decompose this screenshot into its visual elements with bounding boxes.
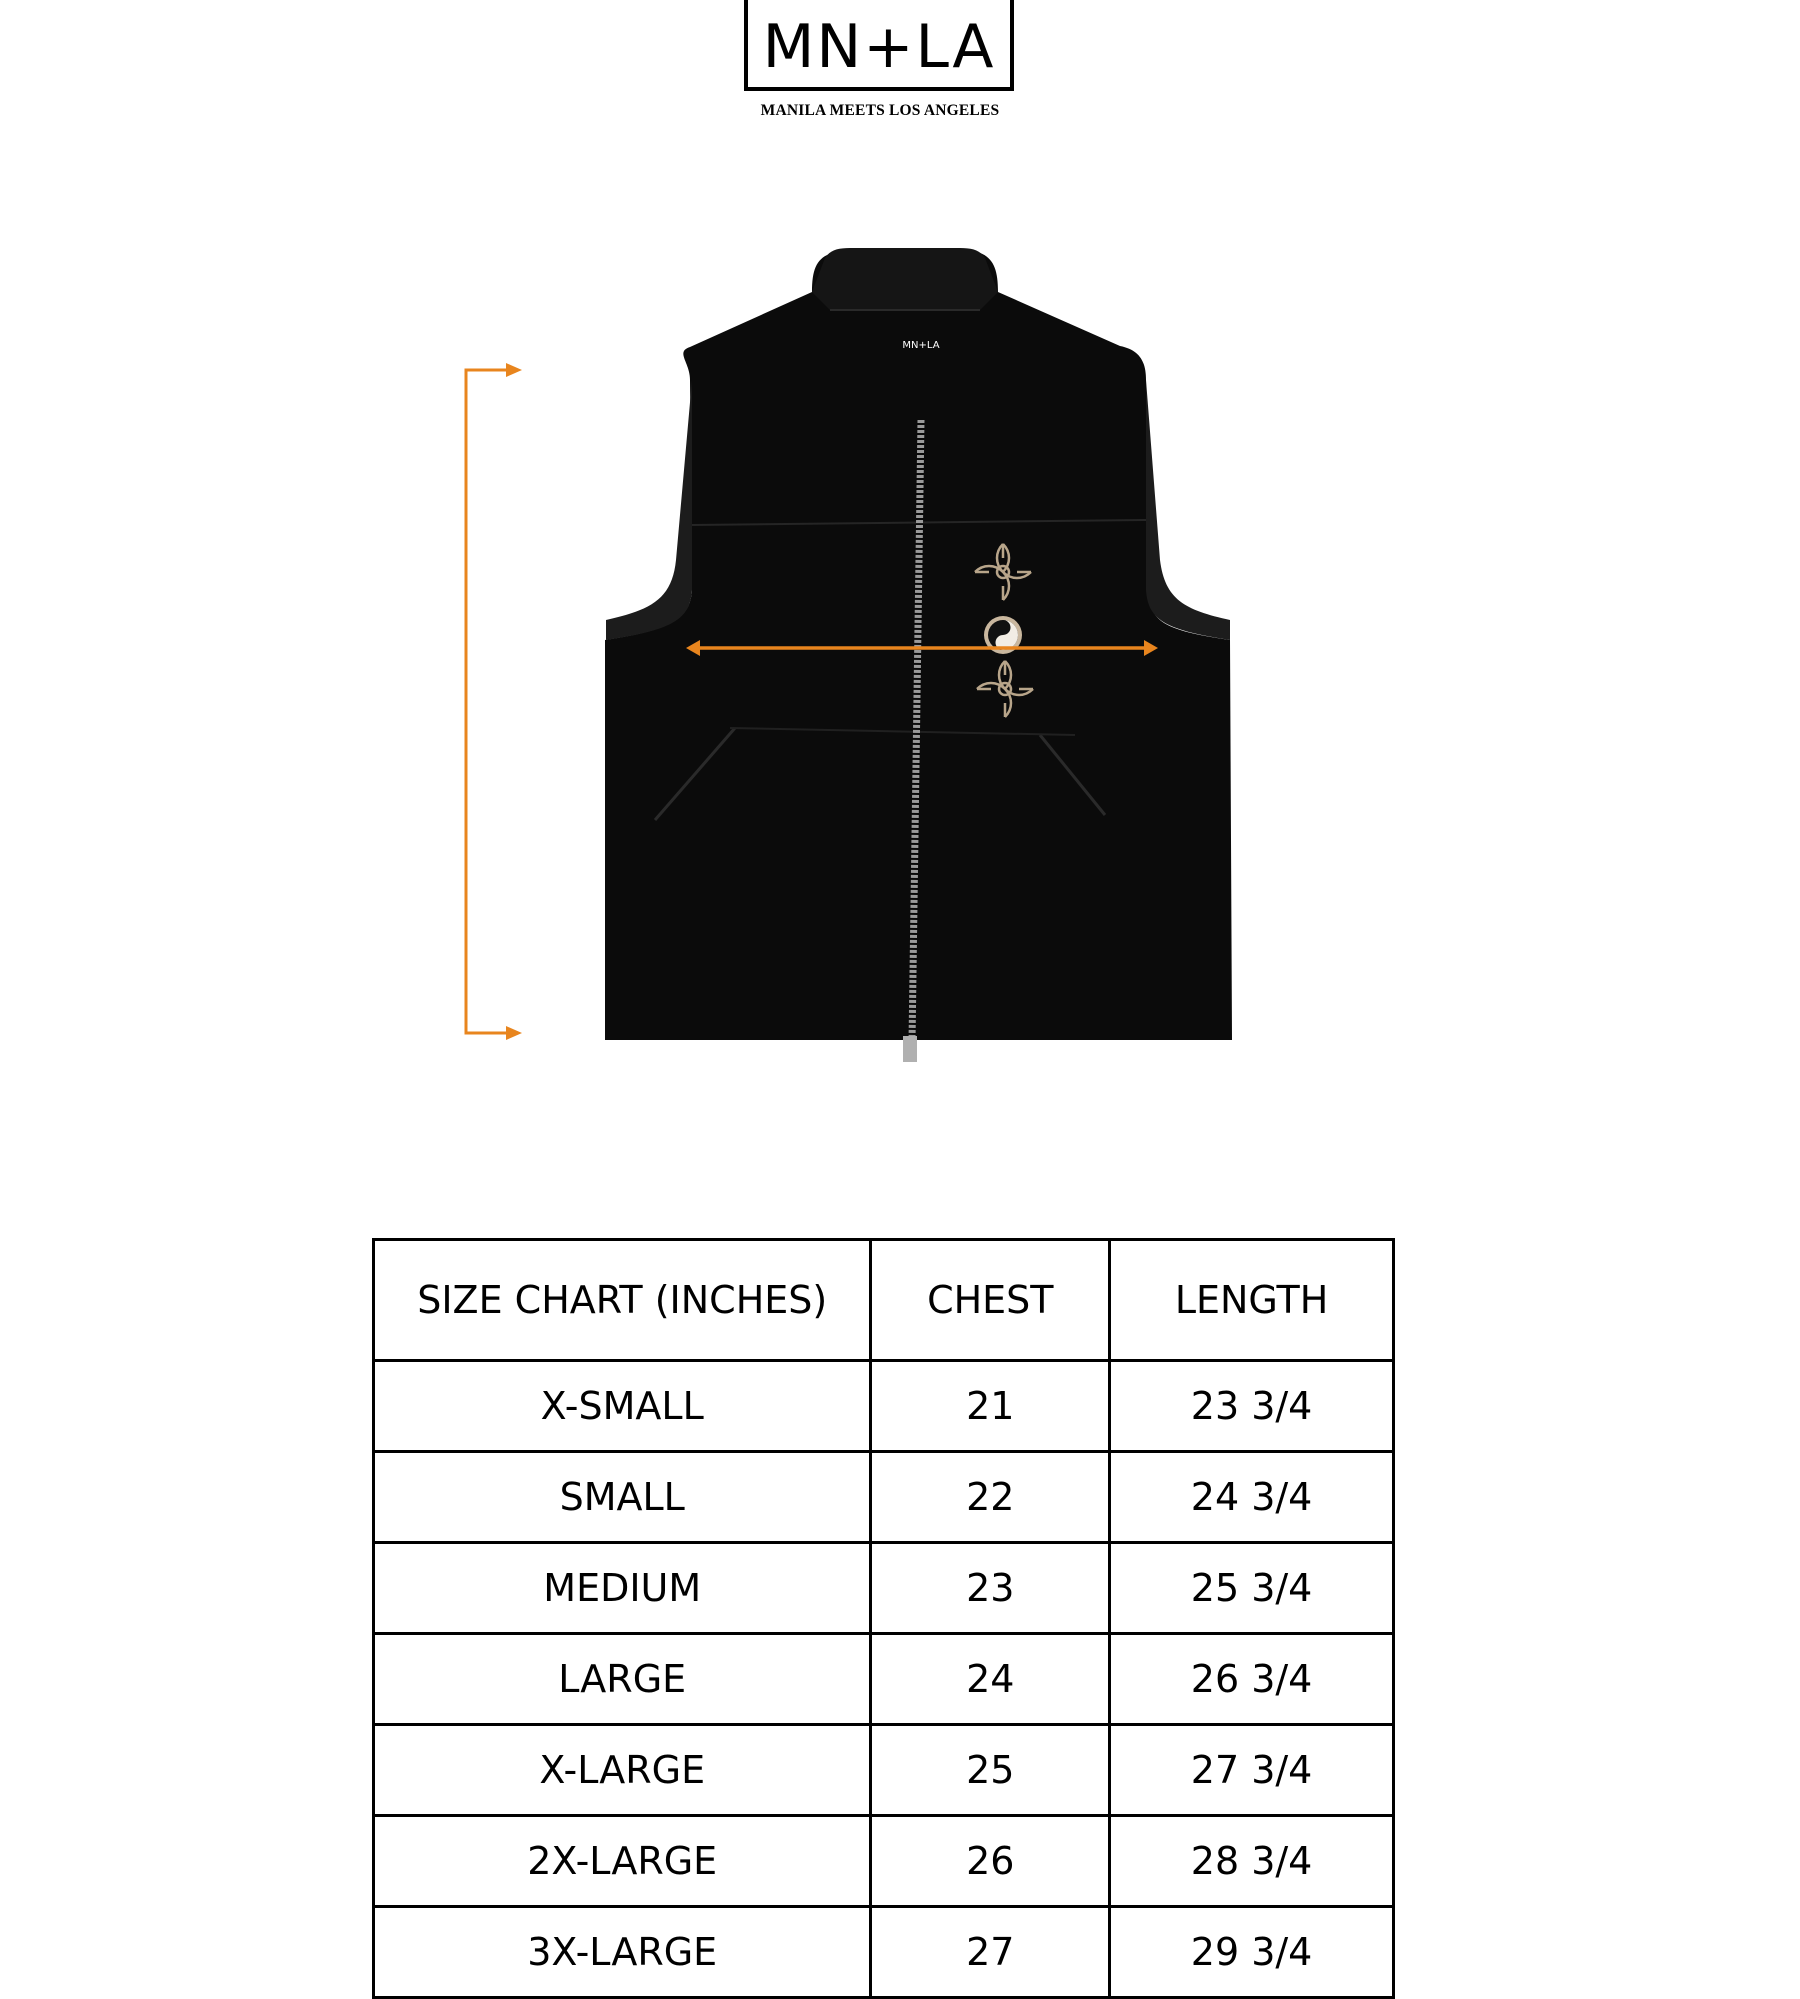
size-cell: 2X-LARGE (374, 1816, 871, 1907)
chest-cell: 27 (871, 1907, 1110, 1998)
size-cell: LARGE (374, 1634, 871, 1725)
size-cell: X-SMALL (374, 1361, 871, 1452)
table-row (374, 1543, 1394, 1634)
table-row (374, 1725, 1394, 1816)
header-size: SIZE CHART (INCHES) (374, 1240, 871, 1361)
vest-armhole-left (606, 380, 692, 640)
brand-tagline: MANILA MEETS LOS ANGELES (760, 102, 1000, 119)
size-chart-table (372, 1238, 1395, 1999)
size-cell: SMALL (374, 1452, 871, 1543)
length-cell: 29 3/4 (1110, 1907, 1394, 1998)
header-chest: CHEST (871, 1240, 1110, 1361)
chest-cell: 26 (871, 1816, 1110, 1907)
chest-cell: 21 (871, 1361, 1110, 1452)
size-cell: 3X-LARGE (374, 1907, 871, 1998)
length-cell: 25 3/4 (1110, 1543, 1394, 1634)
chest-cell: 22 (871, 1452, 1110, 1543)
length-cell: 26 3/4 (1110, 1634, 1394, 1725)
length-cell: 27 3/4 (1110, 1725, 1394, 1816)
chest-cell: 25 (871, 1725, 1110, 1816)
size-cell: X-LARGE (374, 1725, 871, 1816)
length-cell: 28 3/4 (1110, 1816, 1394, 1907)
table-row (374, 1634, 1394, 1725)
chest-cell: 23 (871, 1543, 1110, 1634)
vest-label: MN+LA (902, 340, 940, 351)
size-chart-header-row (374, 1240, 1394, 1361)
length-cell: 24 3/4 (1110, 1452, 1394, 1543)
size-cell: MEDIUM (374, 1543, 871, 1634)
table-row (374, 1816, 1394, 1907)
vest-zipper-pull (903, 1036, 917, 1062)
chest-cell: 24 (871, 1634, 1110, 1725)
length-cell: 23 3/4 (1110, 1361, 1394, 1452)
table-row (374, 1907, 1394, 1998)
header-length: LENGTH (1110, 1240, 1394, 1361)
length-measure-bracket (466, 363, 522, 1040)
vest-collar (812, 248, 998, 310)
table-row (374, 1361, 1394, 1452)
vest-armhole-right (1146, 380, 1230, 640)
brand-logo-text: MN+LA (762, 11, 996, 82)
table-row (374, 1452, 1394, 1543)
